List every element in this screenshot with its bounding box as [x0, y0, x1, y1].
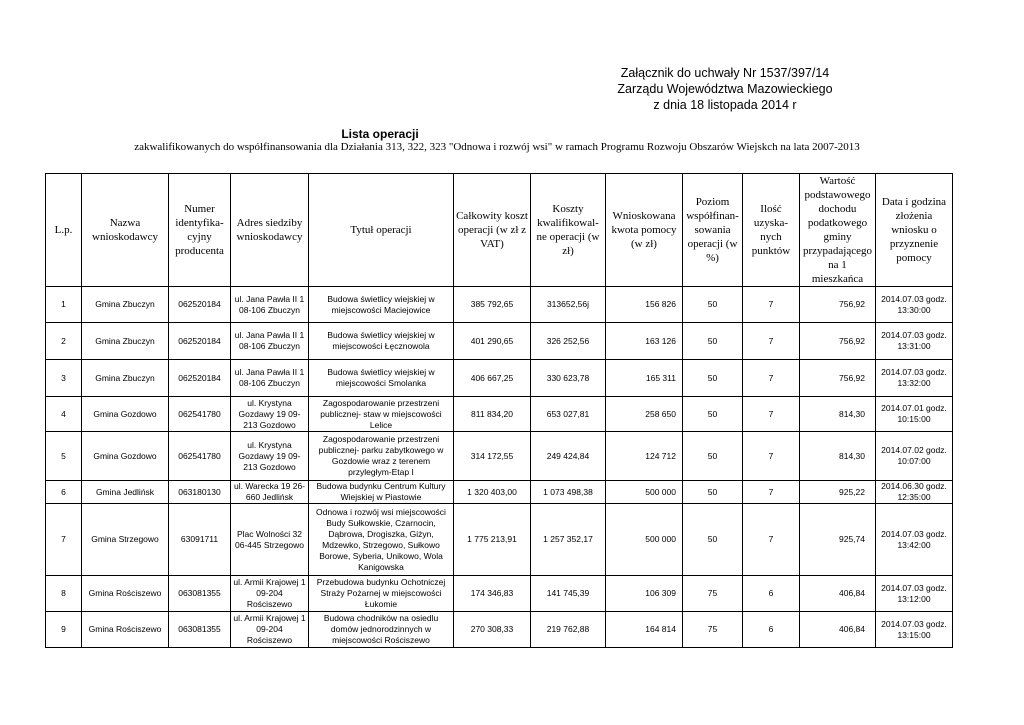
cell-title: Budowa świetlicy wiejskiej w miejscowości Smolanka [309, 360, 454, 397]
document-subtitle: zakwalifikowanych do współfinansowania dla Działania 313, 322, 323 "Odnowa i rozwój wsi" w ramach Programu Rozwoju Obszarów Wiejskch na lata 2007-2013 [134, 141, 860, 153]
cell-requested: 500 000 [606, 481, 683, 504]
cell-id: 063180130 [169, 481, 231, 504]
cell-points: 7 [743, 360, 800, 397]
cell-date: 2014.07.02 godz. 10:07:00 [876, 432, 953, 481]
cell-income: 406,84 [800, 576, 876, 612]
header-col-id: Numer identyfika-cyjny producenta [169, 174, 231, 287]
header-col-eligible-cost: Koszty kwalifikowal-ne operacji (w zł) [531, 174, 606, 287]
cell-address: ul. Krystyna Gozdawy 19 09-213 Gozdowo [231, 397, 309, 432]
document-title: Lista operacji [341, 127, 419, 141]
cell-title: Przebudowa budynku Ochotniczej Straży Pożarnej w miejscowości Łukomie [309, 576, 454, 612]
header-col-total-cost: Całkowity koszt operacji (w zł z VAT) [454, 174, 531, 287]
cell-address: ul. Armii Krajowej 1 09-204 Rościszewo [231, 612, 309, 648]
cell-title: Budowa świetlicy wiejskiej w miejscowości Maciejowice [309, 287, 454, 323]
cell-lp: 2 [46, 323, 82, 360]
cell-lp: 9 [46, 612, 82, 648]
cell-id: 063081355 [169, 576, 231, 612]
cell-title: Zagospodarowanie przestrzeni publicznej- parku zabytkowego w Gozdowie wraz z terenem przyległym-Etap I [309, 432, 454, 481]
cell-name: Gmina Gozdowo [82, 432, 169, 481]
cell-points: 7 [743, 323, 800, 360]
cell-id: 063081355 [169, 612, 231, 648]
cell-income: 814,30 [800, 397, 876, 432]
cell-points: 7 [743, 504, 800, 576]
cell-lp: 4 [46, 397, 82, 432]
cell-name: Gmina Rościszewo [82, 576, 169, 612]
cell-lp: 8 [46, 576, 82, 612]
cell-address: ul. Jana Pawła II 1 08-106 Zbuczyn [231, 287, 309, 323]
cell-address: ul. Jana Pawła II 1 08-106 Zbuczyn [231, 323, 309, 360]
cell-requested: 124 712 [606, 432, 683, 481]
table-row [46, 323, 953, 360]
cell-requested: 156 826 [606, 287, 683, 323]
cell-total-cost: 1 320 403,00 [454, 481, 531, 504]
cell-total-cost: 406 667,25 [454, 360, 531, 397]
attachment-line-2: Zarządu Województwa Mazowieckiego [617, 82, 833, 96]
cell-title: Zagospodarowanie przestrzeni publicznej- staw w miejscowości Lelice [309, 397, 454, 432]
cell-points: 6 [743, 576, 800, 612]
cell-lp: 6 [46, 481, 82, 504]
cell-eligible-cost: 1 257 352,17 [531, 504, 606, 576]
header-col-address: Adres siedziby wnioskodawcy [231, 174, 309, 287]
cell-name: Gmina Zbuczyn [82, 360, 169, 397]
cell-level: 75 [683, 576, 743, 612]
cell-title: Budowa chodników na osiedlu domów jednorodzinnych w miejscowości Rościszewo [309, 612, 454, 648]
cell-eligible-cost: 313652,56j [531, 287, 606, 323]
cell-eligible-cost: 330 623,78 [531, 360, 606, 397]
cell-total-cost: 385 792,65 [454, 287, 531, 323]
cell-requested: 163 126 [606, 323, 683, 360]
attachment-line-3: z dnia 18 listopada 2014 r [653, 98, 797, 112]
header-col-points: Ilość uzyska-nych punktów [743, 174, 800, 287]
cell-eligible-cost: 653 027,81 [531, 397, 606, 432]
cell-lp: 5 [46, 432, 82, 481]
cell-eligible-cost: 1 073 498,38 [531, 481, 606, 504]
cell-level: 50 [683, 481, 743, 504]
table-row [46, 432, 953, 481]
cell-eligible-cost: 141 745,39 [531, 576, 606, 612]
cell-id: 63091711 [169, 504, 231, 576]
cell-total-cost: 401 290,65 [454, 323, 531, 360]
cell-income: 756,92 [800, 360, 876, 397]
attachment-header [560, 65, 890, 113]
cell-points: 7 [743, 287, 800, 323]
cell-address: ul. Jana Pawła II 1 08-106 Zbuczyn [231, 360, 309, 397]
cell-level: 50 [683, 323, 743, 360]
table-row [46, 612, 953, 648]
cell-id: 062541780 [169, 432, 231, 481]
cell-lp: 1 [46, 287, 82, 323]
cell-level: 50 [683, 397, 743, 432]
cell-address: Plac Wolności 32 06-445 Strzegowo [231, 504, 309, 576]
cell-income: 406,84 [800, 612, 876, 648]
cell-address: ul. Warecka 19 26-660 Jedlińsk [231, 481, 309, 504]
cell-requested: 164 814 [606, 612, 683, 648]
cell-income: 925,74 [800, 504, 876, 576]
cell-name: Gmina Jedlińsk [82, 481, 169, 504]
cell-points: 7 [743, 481, 800, 504]
cell-points: 6 [743, 612, 800, 648]
table-row [46, 481, 953, 504]
table-row [46, 287, 953, 323]
cell-lp: 3 [46, 360, 82, 397]
cell-level: 50 [683, 287, 743, 323]
cell-total-cost: 811 834,20 [454, 397, 531, 432]
header-col-level: Poziom współfinan-sowania operacji (w %) [683, 174, 743, 287]
header-col-income: Wartość podstawowego dochodu podatkowego gminy przypadającego na 1 mieszkańca [800, 174, 876, 287]
table-body [46, 287, 953, 648]
cell-name: Gmina Zbuczyn [82, 323, 169, 360]
header-col-requested: Wnioskowana kwota pomocy (w zł) [606, 174, 683, 287]
cell-name: Gmina Zbuczyn [82, 287, 169, 323]
header-col-date: Data i godzina złożenia wniosku o przyznenie pomocy [876, 174, 953, 287]
cell-lp: 7 [46, 504, 82, 576]
cell-date: 2014.07.01 godz. 10:15:00 [876, 397, 953, 432]
cell-title: Budowa budynku Centrum Kultury Wiejskiej w Piastowie [309, 481, 454, 504]
cell-income: 925,22 [800, 481, 876, 504]
cell-id: 062520184 [169, 287, 231, 323]
cell-name: Gmina Strzegowo [82, 504, 169, 576]
cell-level: 75 [683, 612, 743, 648]
cell-points: 7 [743, 432, 800, 481]
cell-income: 756,92 [800, 323, 876, 360]
cell-total-cost: 174 346,83 [454, 576, 531, 612]
cell-level: 50 [683, 504, 743, 576]
table-row [46, 576, 953, 612]
cell-name: Gmina Rościszewo [82, 612, 169, 648]
header-col-name: Nazwa wnioskodawcy [82, 174, 169, 287]
header-col-title: Tytuł operacji [309, 174, 454, 287]
attachment-line-1: Załącznik do uchwały Nr 1537/397/14 [620, 66, 830, 80]
header-col-lp: L.p. [46, 174, 82, 287]
cell-id: 062541780 [169, 397, 231, 432]
operations-table [45, 173, 953, 648]
cell-requested: 258 650 [606, 397, 683, 432]
cell-eligible-cost: 249 424,84 [531, 432, 606, 481]
cell-date: 2014.07.03 godz. 13:30:00 [876, 287, 953, 323]
cell-requested: 165 311 [606, 360, 683, 397]
cell-total-cost: 1 775 213,91 [454, 504, 531, 576]
cell-title: Odnowa i rozwój wsi miejscowości Budy Sułkowskie, Czarnocin, Dąbrowa, Drogiszka, Giżyn, Mdzewko, Strzegowo, Sułkowo Borowe, Syberia, Unikowo, Wola Kanigowska [309, 504, 454, 576]
cell-id: 062520184 [169, 323, 231, 360]
table-header-row [46, 174, 953, 287]
cell-id: 062520184 [169, 360, 231, 397]
cell-total-cost: 314 172,55 [454, 432, 531, 481]
cell-eligible-cost: 326 252,56 [531, 323, 606, 360]
cell-date: 2014.07.03 godz. 13:42:00 [876, 504, 953, 576]
cell-total-cost: 270 308,33 [454, 612, 531, 648]
cell-name: Gmina Gozdowo [82, 397, 169, 432]
cell-address: ul. Krystyna Gozdawy 19 09-213 Gozdowo [231, 432, 309, 481]
cell-date: 2014.06.30 godz. 12:35:00 [876, 481, 953, 504]
cell-income: 814,30 [800, 432, 876, 481]
cell-income: 756,92 [800, 287, 876, 323]
table-row [46, 504, 953, 576]
cell-date: 2014.07.03 godz. 13:12:00 [876, 576, 953, 612]
cell-requested: 500 000 [606, 504, 683, 576]
cell-title: Budowa świetlicy wiejskiej w miejscowości Łęcznowola [309, 323, 454, 360]
cell-level: 50 [683, 360, 743, 397]
cell-address: ul. Armii Krajowej 1 09-204 Rościszewo [231, 576, 309, 612]
cell-points: 7 [743, 397, 800, 432]
cell-level: 50 [683, 432, 743, 481]
cell-date: 2014.07.03 godz. 13:15:00 [876, 612, 953, 648]
cell-date: 2014.07.03 godz. 13:31:00 [876, 323, 953, 360]
table-row [46, 397, 953, 432]
table-row [46, 360, 953, 397]
cell-eligible-cost: 219 762,88 [531, 612, 606, 648]
cell-requested: 106 309 [606, 576, 683, 612]
cell-date: 2014.07.03 godz. 13:32:00 [876, 360, 953, 397]
